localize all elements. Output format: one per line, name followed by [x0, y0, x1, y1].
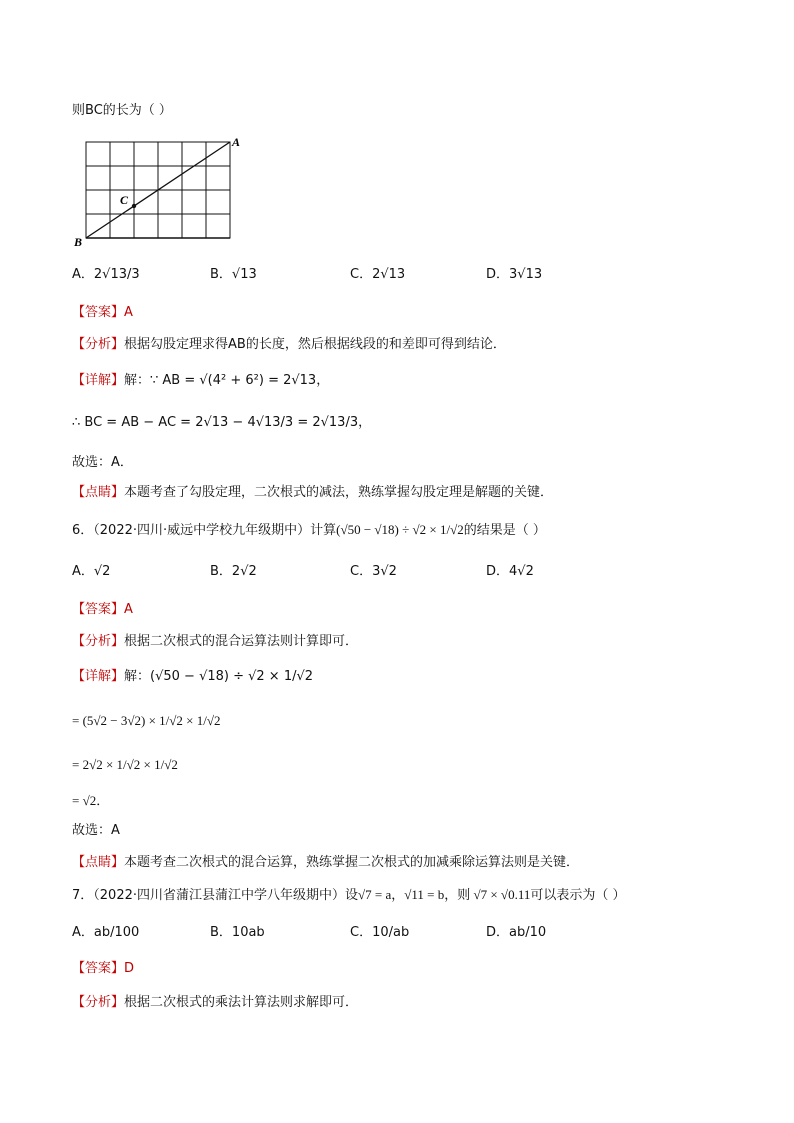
q5-choose: 故选：A．: [72, 455, 133, 470]
q7-analysis: 【分析】根据二次根式的乘法计算法则求解即可．: [72, 995, 359, 1010]
q7-option-d: D．ab/10: [486, 925, 547, 940]
q5-option-d: D．3√13: [486, 267, 543, 282]
q6-option-c: C．3√2: [350, 564, 397, 579]
q6-option-d: D．4√2: [486, 564, 534, 579]
q7-answer: 【答案】D: [72, 961, 135, 976]
q6-comment: 【点睛】本题考查二次根式的混合运算，熟练掌握二次根式的加减乘除运算法则是关键．: [72, 855, 580, 870]
point-a-label: A: [232, 135, 241, 149]
q5-answer: 【答案】A: [72, 305, 133, 320]
q6-analysis: 【分析】根据二次根式的混合运算法则计算即可．: [72, 634, 359, 649]
q5-analysis: 【分析】根据勾股定理求得AB的长度，然后根据线段的和差即可得到结论．: [72, 337, 506, 352]
q6-answer: 【答案】A: [72, 602, 133, 617]
q5-intro: 则BC的长为（ ）: [72, 103, 172, 118]
q6-choose: 故选：A: [72, 823, 120, 838]
q6-option-a: A．√2: [72, 564, 111, 579]
q7-option-c: C．10/ab: [350, 925, 410, 940]
q6-detail: 【详解】解：(√50 − √18) ÷ √2 × 1/√2: [72, 669, 314, 684]
q6-step2: = 2√2 × 1/√2 × 1/√2: [72, 757, 178, 772]
point-b-label: B: [74, 235, 83, 247]
q5-option-b: B．√13: [210, 267, 257, 282]
q5-detail-line2: ∴ BC = AB − AC = 2√13 − 4√13/3 = 2√13/3，: [72, 415, 372, 430]
q6-option-b: B．2√2: [210, 564, 257, 579]
q6-step1: = (5√2 − 3√2) × 1/√2 × 1/√2: [72, 713, 221, 728]
q6-step3: = √2．: [72, 793, 110, 808]
q6-stem: 6．（2022·四川·威远中学校九年级期中）计算(√50 − √18) ÷ √2 × 1/√2的结果是（ ）: [72, 522, 546, 538]
q7-option-a: A．ab/100: [72, 925, 140, 940]
point-c-label: C: [120, 193, 129, 207]
q5-option-a: A．2√13/3: [72, 267, 140, 282]
q5-detail: 【详解】解：∵ AB = √(4² + 6²) = 2√13，: [72, 373, 330, 388]
q7-stem: 7．（2022·四川省蒲江县蒲江中学八年级期中）设√7 = a，√11 = b，则 √7 × √0.11可以表示为（ ）: [72, 887, 626, 903]
q7-option-b: B．10ab: [210, 925, 265, 940]
grid-figure: [70, 132, 250, 247]
q5-option-c: C．2√13: [350, 267, 406, 282]
q5-comment: 【点睛】本题考查了勾股定理，二次根式的减法，熟练掌握勾股定理是解题的关键．: [72, 485, 554, 500]
